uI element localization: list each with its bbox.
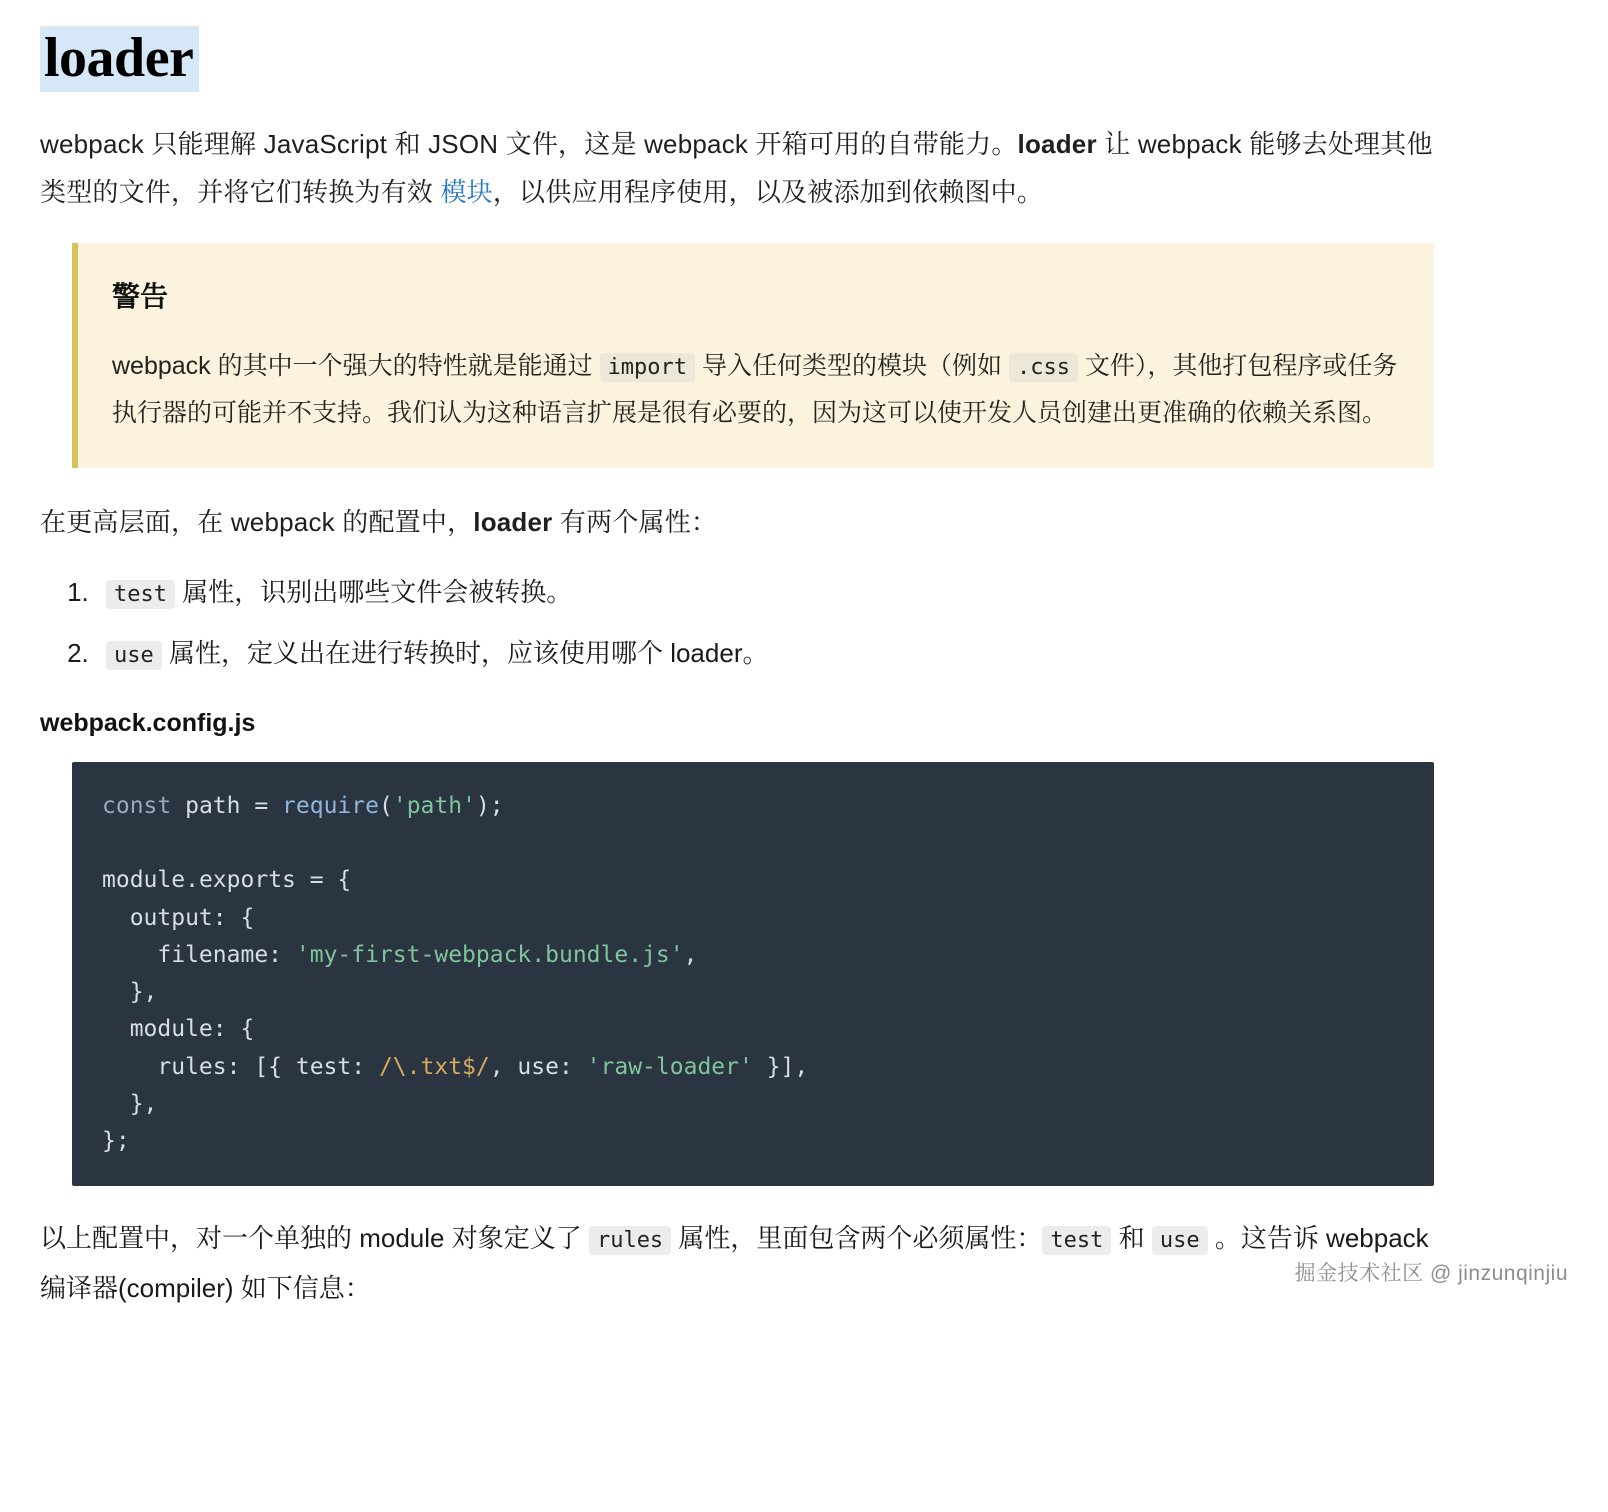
code-test-2: test [1042,1226,1111,1255]
outro-text-1: 以上配置中，对一个单独的 module 对象定义了 [40,1223,589,1254]
intro-paragraph [40,120,1440,216]
intro-text-2: 让 webpack 能够去处理其他类型的文件，并将它们转换为有效 [40,129,1433,208]
code-use: use [106,641,162,670]
code-filename-label: webpack.config.js [40,708,256,737]
warning-body [112,343,1400,438]
warning-title: 警告 [112,280,169,312]
properties-list [40,572,1574,675]
code-use-2: use [1152,1226,1208,1255]
code-import: import [600,353,695,382]
warning-callout [72,243,1434,468]
code-block [72,762,1434,1187]
code-rules: rules [589,1226,671,1255]
warning-text-2: 导入任何类型的模块（例如 [695,351,1009,380]
intro-bold-loader: loader [1017,129,1097,160]
lead-text-1: 在更高层面，在 webpack 的配置中， [40,506,474,537]
properties-lead [40,498,1440,546]
page-title: loader [40,26,199,92]
intro-text-1: webpack 只能理解 JavaScript 和 JSON 文件，这是 webpack 开箱可用的自带能力。 [40,129,1018,160]
list-item [96,572,1574,614]
module-link[interactable]: 模块 [440,177,493,208]
watermark: 掘金技术社区 @ jinzunqinjiu [1294,1262,1568,1286]
warning-text-1: webpack 的其中一个强大的特性就是能通过 [112,351,600,380]
warning-text-3: 文件），其他打包程序或任务执行器的可能并不支持。我们认为这种语言扩展是很有必要的，因为这可以使开发人员创建出更准确的依赖关系图。 [112,351,1398,428]
outro-text-2: 属性，里面包含两个必须属性： [671,1223,1043,1254]
code-content: const path = require('path'); module.exports = { output: { filename: 'my-first-webpack.bundle.js', }, module: { rules: [{ test: /\.txt$/, use: 'raw-loader' }], }, }; [102,792,809,1155]
outro-text-3: 和 [1111,1223,1152,1254]
outro-text-4: 。这告诉 webpack 编译器(compiler) 如下信息： [40,1223,1429,1303]
code-css: .css [1009,353,1078,382]
list-item-text: 属性，定义出在进行转换时，应该使用哪个 loader。 [161,638,769,669]
lead-text-2: 有两个属性： [552,506,718,537]
list-item-text: 属性，识别出哪些文件会被转换。 [174,576,573,607]
code-test: test [106,580,175,609]
intro-text-3: ，以供应用程序使用，以及被添加到依赖图中。 [492,177,1044,208]
list-item [96,633,1574,675]
outro-paragraph [40,1214,1460,1313]
lead-bold-loader: loader [473,506,553,537]
